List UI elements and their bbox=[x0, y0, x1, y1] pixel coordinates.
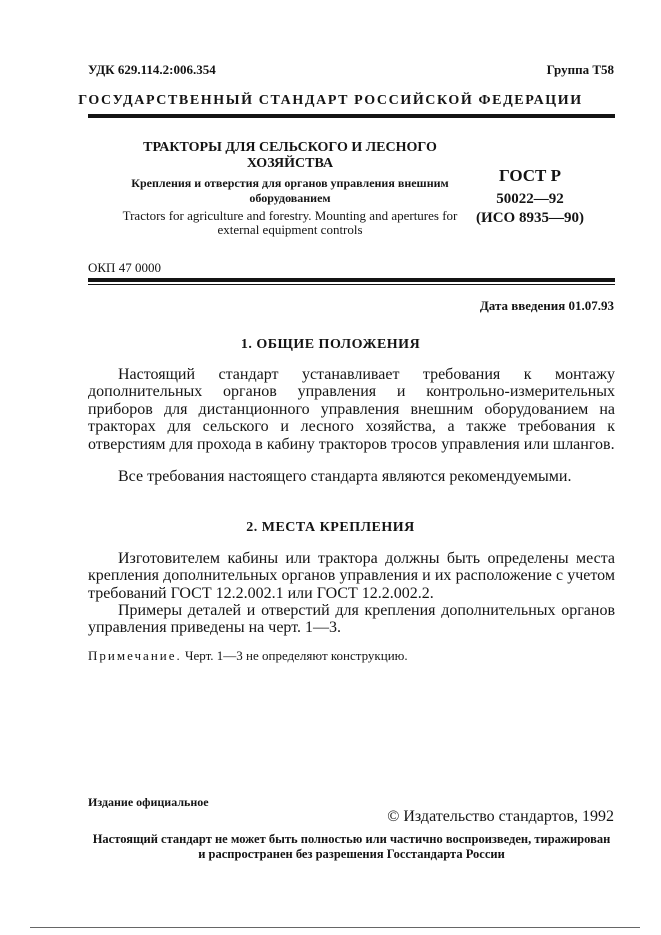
udk-code: УДК 629.114.2:006.354 bbox=[88, 62, 216, 77]
document-subtitle-ru: Крепления и отверстия для органов управления внешним оборудованием bbox=[131, 176, 449, 205]
section1-paragraph2: Все требования настоящего стандарта являются рекомендуемыми. bbox=[118, 468, 572, 485]
iso-number: (ИСО 8935—90) bbox=[476, 210, 584, 226]
section2-paragraph2: Примеры деталей и отверстий для крепления дополнительных органов управления приведены на черт. 1—3. bbox=[88, 602, 615, 637]
note-text: Черт. 1—3 не определяют конструкцию. bbox=[185, 648, 408, 663]
introduction-date: Дата введения 01.07.93 bbox=[479, 298, 614, 313]
title-divider-thin bbox=[88, 284, 615, 285]
group-code: Группа Т58 bbox=[546, 62, 614, 77]
title-block bbox=[120, 140, 460, 237]
section2-title: 2. МЕСТА КРЕПЛЕНИЯ bbox=[246, 520, 415, 535]
okp-code: ОКП 47 0000 bbox=[88, 260, 161, 275]
header-divider bbox=[88, 114, 615, 118]
reproduction-notice: Настоящий стандарт не может быть полностью или частично воспроизведен, тиражирован и распространен без разрешения Госстандарта России bbox=[92, 832, 611, 861]
note bbox=[88, 648, 408, 664]
gost-number: 50022—92 bbox=[496, 191, 564, 207]
edition-label: Издание официальное bbox=[88, 795, 209, 809]
bottom-edge-line bbox=[30, 927, 640, 928]
section2-paragraph1: Изготовителем кабины или трактора должны быть определены места крепления дополнительных органов управления и их расположение с учетом требований ГОСТ 12.2.002.1 или ГОСТ 12.2.002.2. bbox=[88, 550, 615, 602]
note-label: Примечание. bbox=[88, 648, 182, 663]
state-standard-heading: ГОСУДАРСТВЕННЫЙ СТАНДАРТ РОССИЙСКОЙ ФЕДЕРАЦИИ bbox=[78, 93, 583, 108]
gost-block bbox=[455, 166, 605, 228]
gost-label: ГОСТ Р bbox=[498, 166, 562, 185]
document-title-en: Tractors for agriculture and forestry. Mounting and apertures for external equipment controls bbox=[122, 208, 458, 237]
title-divider bbox=[88, 278, 615, 282]
document-title-ru: ТРАКТОРЫ ДЛЯ СЕЛЬСКОГО И ЛЕСНОГО ХОЗЯЙСТВА bbox=[143, 140, 437, 171]
copyright: © Издательство стандартов, 1992 bbox=[387, 808, 614, 825]
section1-paragraph1: Настоящий стандарт устанавливает требования к монтажу дополнительных органов управления и контрольно-измерительных приборов для дистанционного управления внешним оборудованием на тракторах для сельского и лесного хозяйства, а также требования к отверстиям для прохода в кабину тракторов тросов управления или шлангов. bbox=[88, 366, 615, 453]
section1-title: 1. ОБЩИЕ ПОЛОЖЕНИЯ bbox=[240, 337, 421, 352]
